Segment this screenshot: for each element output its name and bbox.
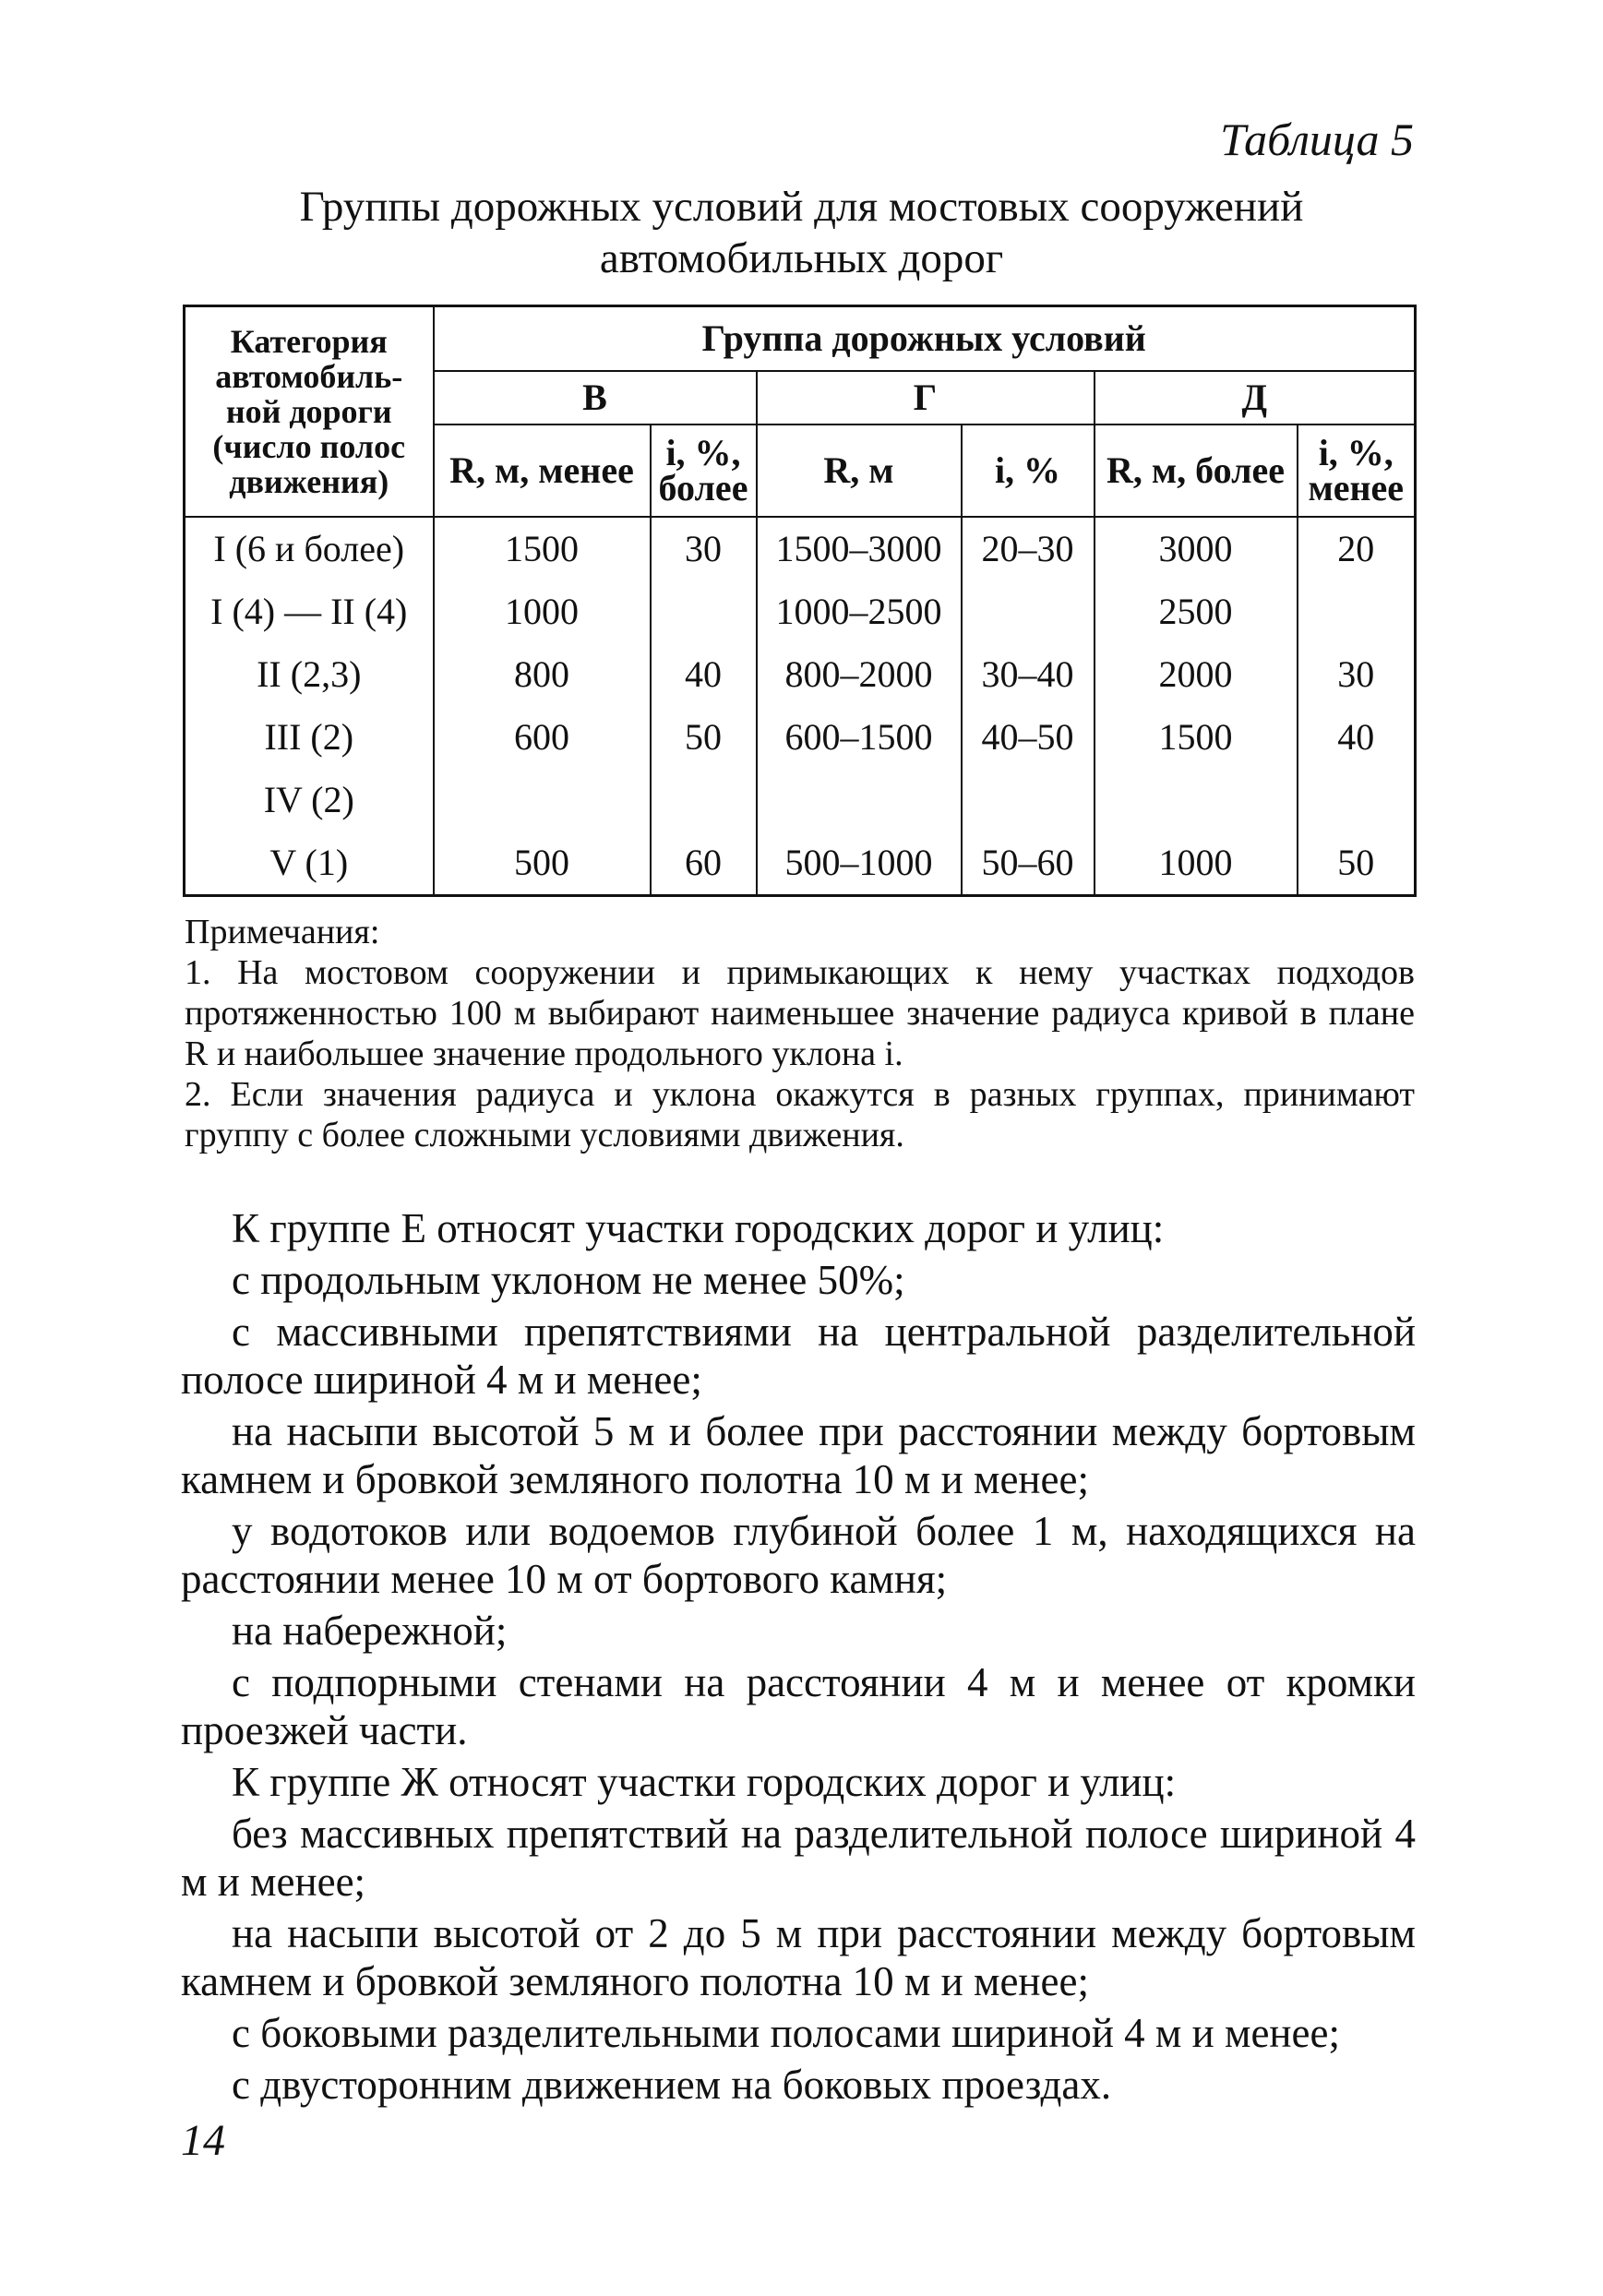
table-cell: [962, 580, 1095, 643]
table-cell: 40–50: [962, 706, 1095, 769]
group-g-header: Г: [757, 371, 1095, 425]
table-cell: 1500: [434, 517, 651, 580]
table-row: [185, 706, 1416, 769]
table-cell: 1500–3000: [757, 517, 962, 580]
table-cell: 60: [651, 831, 757, 896]
paragraph: с продольным уклоном не менее 50%;: [232, 1257, 905, 1303]
paragraph: на насыпи высотой 5 м и более при расстоянии между бортовым камнем и бровкой земляного полотна 10 м и менее;: [181, 1408, 1416, 1502]
group-d-header: Д: [1095, 371, 1416, 425]
table-title: [185, 181, 1418, 284]
table-cell: 20: [1298, 517, 1416, 580]
table-cell: [962, 769, 1095, 831]
road-category: I (4) — II (4): [185, 580, 434, 643]
table-cell: 50–60: [962, 831, 1095, 896]
road-category: I (6 и более): [185, 517, 434, 580]
g-slope-header: i, %: [962, 425, 1095, 517]
table-row: [185, 517, 1416, 580]
table-cell: 1000–2500: [757, 580, 962, 643]
group-header: Группа дорожных условий: [434, 306, 1416, 371]
table-cell: 1000: [434, 580, 651, 643]
road-category: III (2): [185, 706, 434, 769]
table-row: [185, 769, 1416, 831]
v-slope-header: i, %, более: [651, 425, 757, 517]
table-title-line-2: автомобильных дорог: [599, 234, 1004, 282]
paragraph: с массивными препятствиями на центральной разделительной полосе шириной 4 м и менее;: [181, 1309, 1416, 1403]
table-cell: 1000: [1095, 831, 1298, 896]
v-radius-header: R, м, менее: [434, 425, 651, 517]
table-cell: 800: [434, 643, 651, 706]
notes-heading: Примечания:: [185, 913, 380, 951]
table-cell: [757, 769, 962, 831]
category-header: Категория автомобиль- ной дороги (число полос движения): [185, 306, 434, 517]
table-cell: [651, 580, 757, 643]
road-conditions-table: [183, 305, 1417, 897]
table-cell: 20–30: [962, 517, 1095, 580]
paragraph: у водотоков или водоемов глубиной более 1 м, находящихся на расстоянии менее 10 м от бортового камня;: [181, 1508, 1416, 1602]
table-cell: [1298, 580, 1416, 643]
table-cell: [1298, 769, 1416, 831]
paragraph: на набережной;: [232, 1608, 508, 1654]
body-text: [181, 1204, 1416, 2112]
table-cell: [651, 769, 757, 831]
paragraph: с боковыми разделительными полосами шириной 4 м и менее;: [232, 2010, 1340, 2056]
table-cell: 50: [1298, 831, 1416, 896]
table-cell: 600: [434, 706, 651, 769]
table-cell: 30: [1298, 643, 1416, 706]
table-row: [185, 580, 1416, 643]
g-radius-header: R, м: [757, 425, 962, 517]
table-cell: 40: [1298, 706, 1416, 769]
table-cell: 600–1500: [757, 706, 962, 769]
table-cell: [434, 769, 651, 831]
table-title-line-1: Группы дорожных условий для мостовых сооружений: [299, 183, 1304, 231]
d-radius-header: R, м, более: [1095, 425, 1298, 517]
road-category: IV (2): [185, 769, 434, 831]
table-cell: 1500: [1095, 706, 1298, 769]
page-number: 14: [181, 2116, 225, 2165]
paragraph: без массивных препятствий на разделительной полосе шириной 4 м и менее;: [181, 1811, 1416, 1905]
table-row: [185, 831, 1416, 896]
note-2: 2. Если значения радиуса и уклона окажутся в разных группах, принимают группу с более сложными условиями движения.: [185, 1075, 1415, 1154]
d-slope-header: i, %, менее: [1298, 425, 1416, 517]
table-cell: 30: [651, 517, 757, 580]
table-cell: 3000: [1095, 517, 1298, 580]
table-cell: 500–1000: [757, 831, 962, 896]
paragraph: с подпорными стенами на расстоянии 4 м и менее от кромки проезжей части.: [181, 1659, 1416, 1753]
note-1: 1. На мостовом сооружении и примыкающих к нему участках подходов протяженностью 100 м выбирают наименьшее значение радиуса кривой в плане R и наибольшее значение продольного уклона i.: [185, 953, 1415, 1073]
table-cell: 40: [651, 643, 757, 706]
paragraph: на насыпи высотой от 2 до 5 м при расстоянии между бортовым камнем и бровкой земляного полотна 10 м и менее;: [181, 1910, 1416, 2004]
road-category: II (2,3): [185, 643, 434, 706]
paragraph: К группе Ж относят участки городских дорог и улиц:: [232, 1759, 1177, 1805]
table-cell: 800–2000: [757, 643, 962, 706]
table-cell: 2000: [1095, 643, 1298, 706]
group-v-header: В: [434, 371, 757, 425]
table-cell: 500: [434, 831, 651, 896]
table-notes: [185, 912, 1415, 1155]
table-cell: 30–40: [962, 643, 1095, 706]
table-label: Таблица 5: [1220, 114, 1414, 165]
table-cell: 50: [651, 706, 757, 769]
paragraph: с двусторонним движением на боковых проездах.: [232, 2062, 1112, 2108]
paragraph: К группе Е относят участки городских дорог и улиц:: [232, 1205, 1165, 1251]
road-category: V (1): [185, 831, 434, 896]
table-cell: 2500: [1095, 580, 1298, 643]
table-cell: [1095, 769, 1298, 831]
table-row: [185, 643, 1416, 706]
